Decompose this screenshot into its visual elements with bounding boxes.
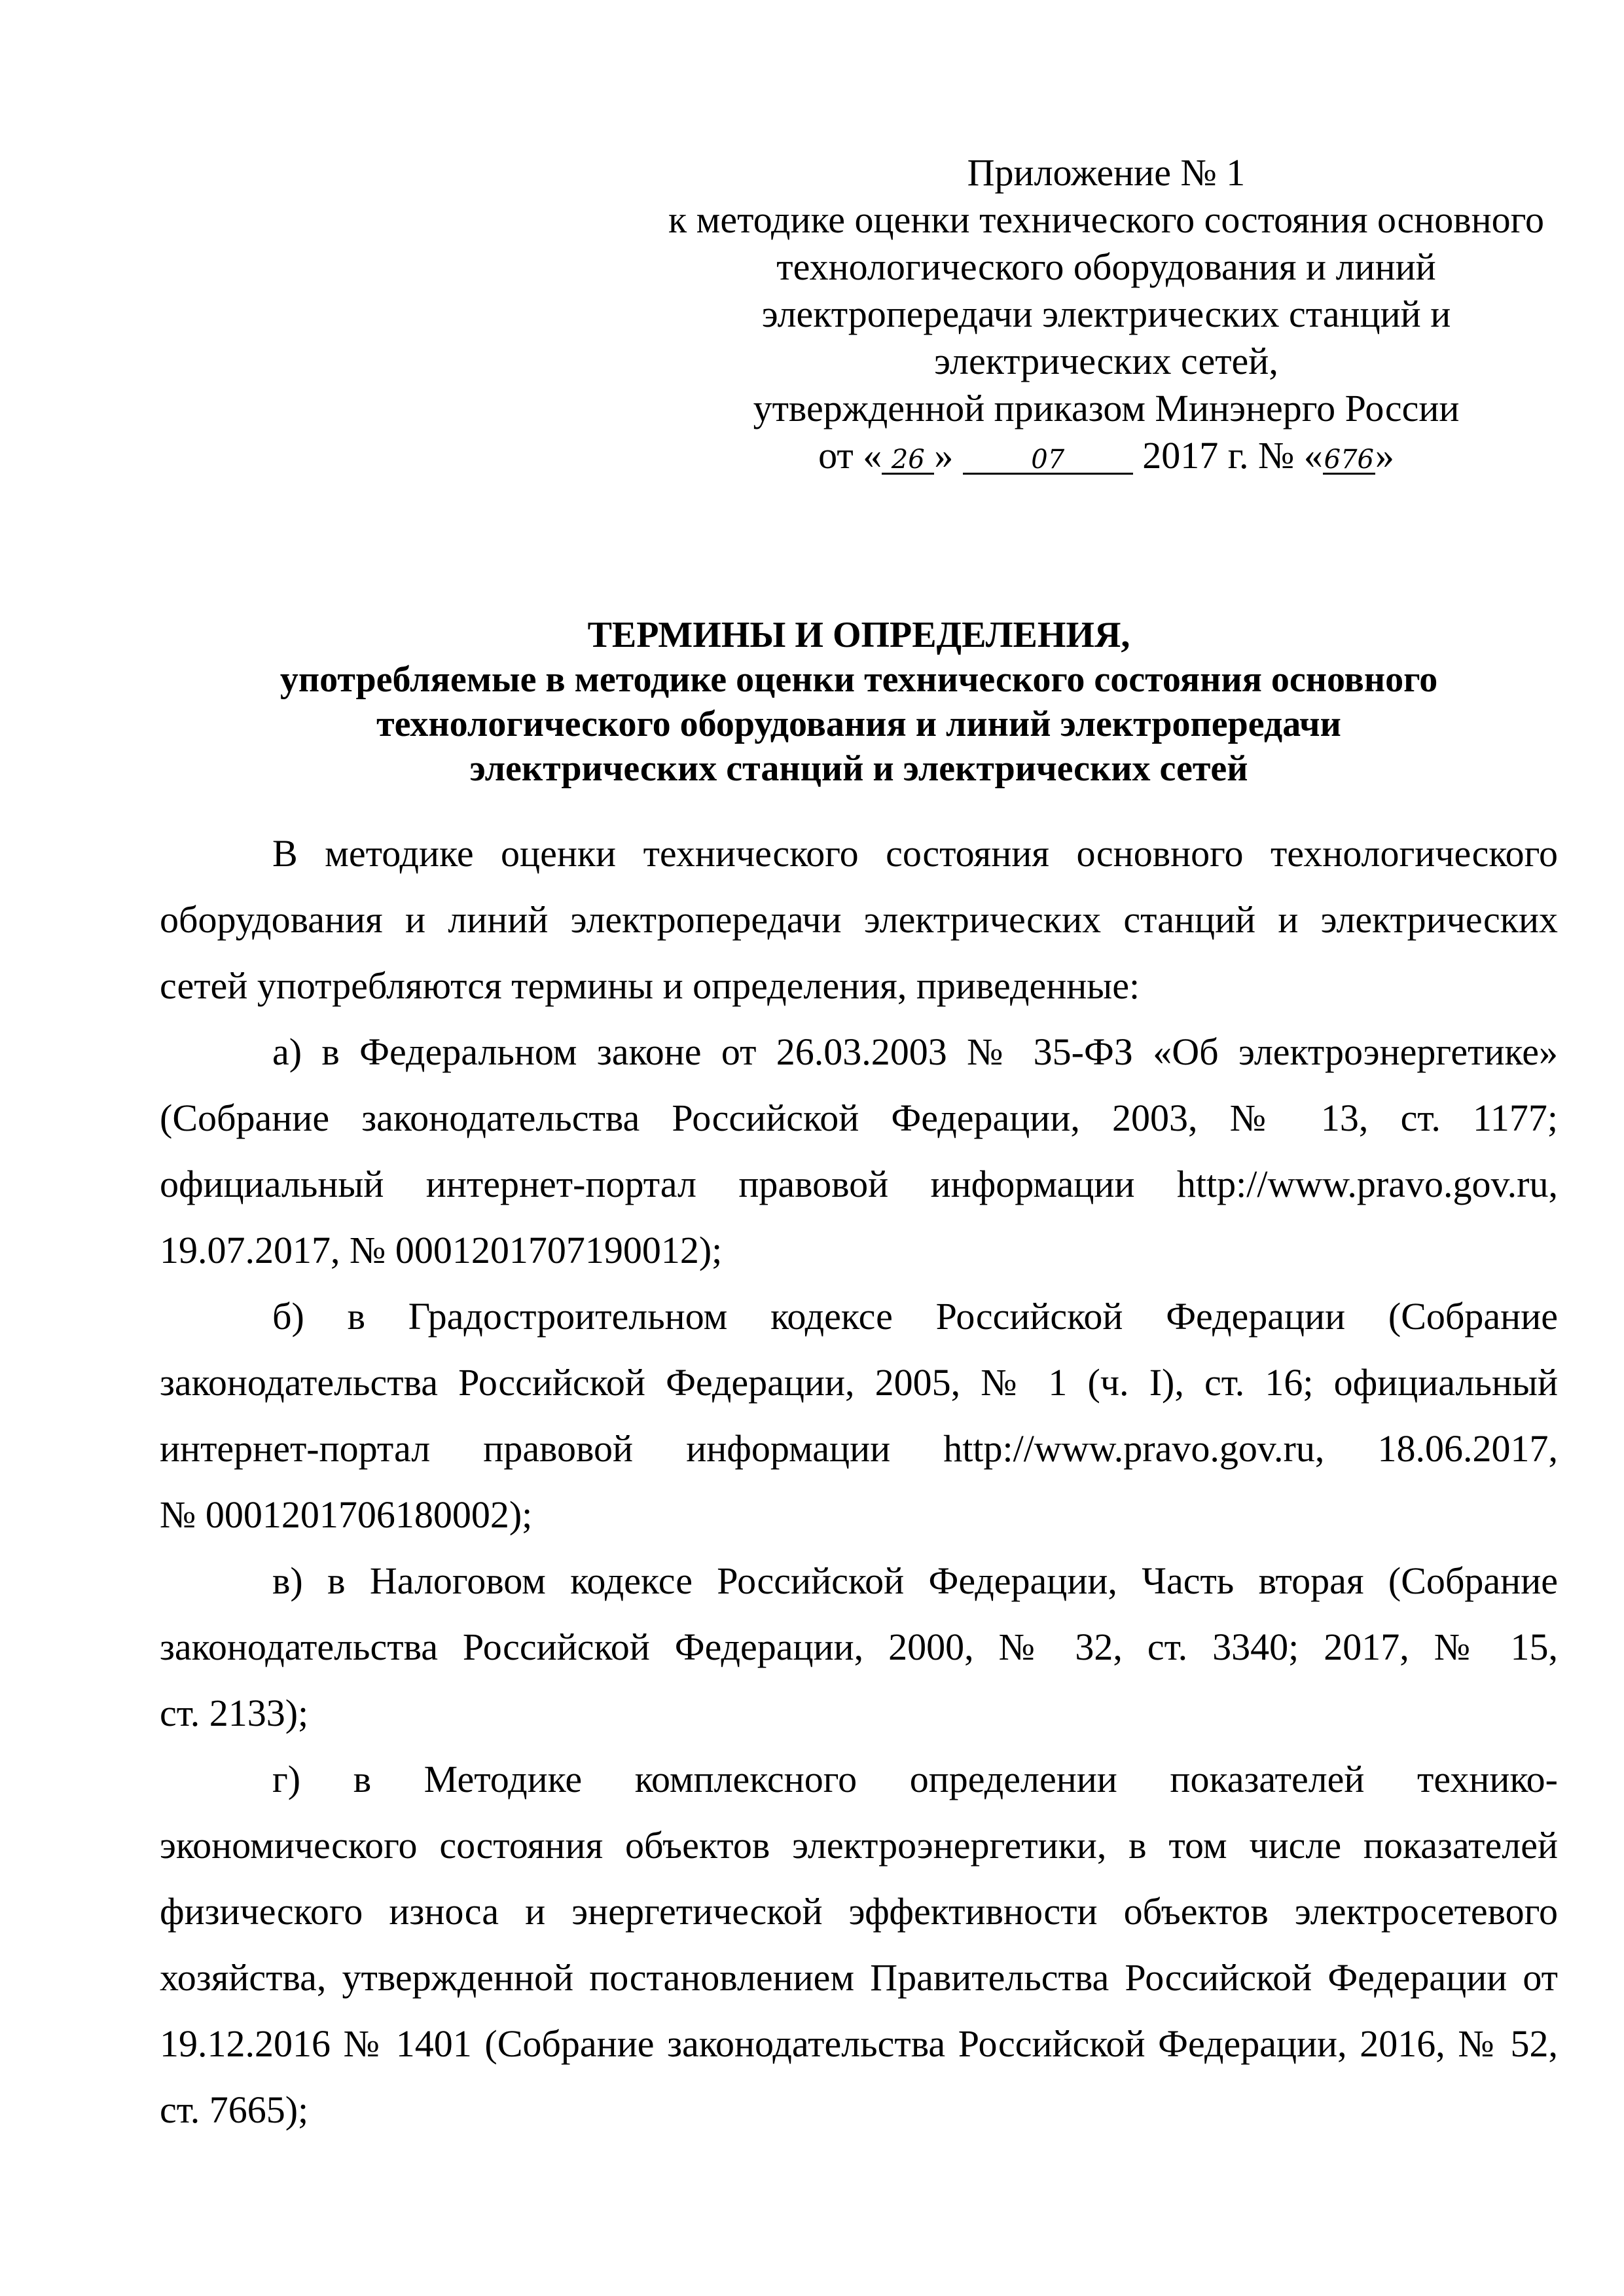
appendix-number: Приложение № 1 (967, 151, 1246, 194)
date-prefix: от « (818, 434, 882, 477)
appendix-header (641, 149, 1571, 479)
paragraph (160, 1283, 1558, 1548)
paragraph (160, 1019, 1558, 1283)
paragraph-line: хозяйства, утвержденной постановлением Правительства Российской Федерации от (160, 1956, 1558, 1999)
paragraph-line: г) в Методике комплексного определении показателей технико- (272, 1758, 1558, 1800)
paragraph-line: 19.12.2016 № 1401 (Собрание законодательства Российской Федерации, 2016, № 52, (160, 2022, 1558, 2065)
paragraph-line: экономического состояния объектов электроэнергетики, в том числе показателей (160, 1824, 1558, 1867)
document-body (160, 820, 1558, 2143)
paragraph-line: а) в Федеральном законе от 26.03.2003 № 35-ФЗ «Об электроэнергетике» (272, 1030, 1558, 1073)
paragraph-line: законодательства Российской Федерации, 2005, № 1 (ч. I), ст. 16; официальный (160, 1361, 1558, 1404)
title-sub: технологического оборудования и линий электропередачи (376, 704, 1341, 744)
handwritten-order-number: 676 (1324, 445, 1375, 475)
paragraph-line: б) в Градостроительном кодексе Российской Федерации (Собрание (272, 1295, 1558, 1338)
handwritten-month: 07 (963, 446, 1133, 475)
paragraph-line: 19.07.2017, № 0001201707190012); (160, 1229, 723, 1271)
paragraph-line: сетей употребляются термины и определения, приведенные: (160, 964, 1140, 1007)
paragraph-line: № 0001201706180002); (160, 1493, 533, 1536)
paragraph-line: оборудования и линий электропередачи электрических станций и электрических (160, 898, 1558, 941)
paragraph-line: официальный интернет-портал правовой информации http://www.pravo.gov.ru, (160, 1163, 1558, 1205)
paragraph-line: В методике оценки технического состояния основного технологического (272, 832, 1558, 875)
year-number-text: 2017 г. № « (1142, 434, 1323, 477)
date-quote: » (934, 434, 954, 477)
header-line: технологического оборудования и линий (776, 246, 1436, 288)
paragraph-line: (Собрание законодательства Российской Федерации, 2003, № 13, ст. 1177; (160, 1097, 1558, 1139)
paragraph-line: законодательства Российской Федерации, 2000, № 32, ст. 3340; 2017, № 15, (160, 1626, 1558, 1668)
handwritten-day: 26 (882, 446, 934, 475)
paragraph-line: ст. 7665); (160, 2088, 309, 2131)
paragraph (160, 1746, 1558, 2143)
header-line: электрических сетей, (934, 340, 1278, 382)
paragraph-line: интернет-портал правовой информации http://www.pravo.gov.ru, 18.06.2017, (160, 1427, 1558, 1470)
title-sub: употребляемые в методике оценки технического состояния основного (280, 659, 1438, 700)
paragraph (160, 820, 1558, 1019)
paragraph-line: ст. 2133); (160, 1692, 309, 1734)
paragraph (160, 1548, 1558, 1746)
paragraph-line: в) в Налоговом кодексе Российской Федерации, Часть вторая (Собрание (272, 1559, 1558, 1602)
title-main: ТЕРМИНЫ И ОПРЕДЕЛЕНИЯ, (587, 615, 1130, 655)
document-title (160, 613, 1558, 791)
paragraph-line: физического износа и энергетической эффективности объектов электросетевого (160, 1890, 1558, 1933)
header-line: утвержденной приказом Минэнерго России (753, 387, 1460, 429)
number-quote: » (1375, 434, 1394, 477)
title-sub: электрических станций и электрических сетей (469, 748, 1248, 789)
header-line: электропередачи электрических станций и (761, 293, 1451, 335)
header-line: к методике оценки технического состояния основного (668, 198, 1545, 241)
order-date-line (641, 432, 1571, 479)
